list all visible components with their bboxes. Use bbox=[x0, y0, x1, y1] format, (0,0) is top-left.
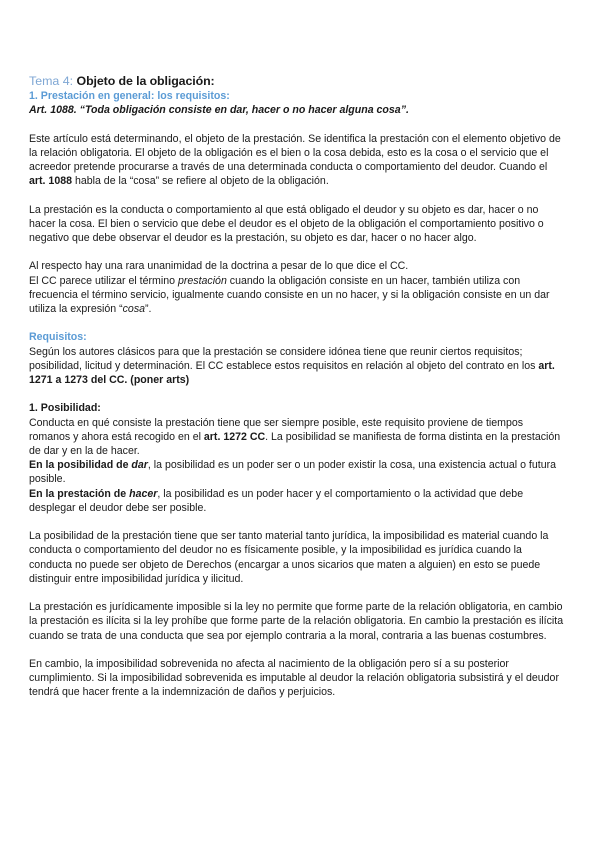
requisitos-heading: Requisitos: bbox=[29, 331, 87, 344]
paragraph-1-art: art. 1088 bbox=[29, 175, 72, 188]
section-heading: 1. Prestación en general: los requisitos: bbox=[29, 90, 230, 102]
paragraph-3-text-a: El CC parece utilizar el término bbox=[29, 274, 178, 287]
requisitos-arts: art. 1271 a 1273 del CC. (poner arts) bbox=[29, 359, 555, 386]
tema-label: Tema 4: bbox=[29, 74, 74, 88]
paragraph-6: En cambio, la imposibilidad sobrevenida no afecta al nacimiento de la obligación pero sí a su posterior cumplimiento. Si la imposibilidad sobrevenida es imputable al deudor la relación obligatoria subsistirá y el deudor tendrá que hacer frente a la indemnización de daños y perjuicios. bbox=[29, 658, 559, 699]
paragraph-1 bbox=[29, 132, 566, 189]
paragraph-3 bbox=[29, 274, 566, 317]
article-text: “Toda obligación consiste en dar, hacer o no hacer alguna cosa”. bbox=[79, 104, 409, 117]
paragraph-2: La prestación es la conducta o comportamiento al que está obligado el deudor y su objeto es dar, hacer o no hacer la cosa. El bien o servicio que debe el deudor es el objeto de la obligación el comportamiento positivo o negativo que debe observar el deudor es la prestación, su objeto es dar, hacer o no hacer algo. bbox=[29, 203, 544, 244]
paragraph-3-text-b: cuando la obligación consiste en un hacer, también utiliza con frecuencia el término servicio, igualmente cuando consiste en un no hacer, y si la obligación consiste en un dar utiliza la expresión “ bbox=[29, 274, 550, 315]
posibilidad-text-b: . La posibilidad se manifiesta de forma distinta en la prestación de dar y en la de hacer. bbox=[29, 430, 561, 457]
tema-title: Objeto de la obligación: bbox=[76, 74, 215, 88]
paragraph-3-cosa: cosa bbox=[122, 303, 146, 315]
paragraph-1-text-a: Este artículo está determinando, el objeto de la prestación. Se identifica la prestación con el elemento objetivo de la relación obligatoria. El objeto de la obligación es el bien o la cosa debida, esto es la cosa o el servicio que el acreedor pretende procurarse a través de una determinada conducta o comportamiento del deudor. Cuando el bbox=[29, 132, 561, 173]
paragraph-1-text-b: habla de la “cosa” se refiere al objeto de la obligación. bbox=[72, 175, 329, 188]
dar-label-b: dar bbox=[131, 459, 148, 472]
dar-label-a: En la posibilidad de bbox=[29, 459, 132, 472]
paragraph-3-term: prestación bbox=[177, 274, 227, 287]
posibilidad-dar bbox=[29, 458, 566, 486]
requisitos-text: Según los autores clásicos para que la prestación se considere idónea tiene que reunir ciertos requisitos; posibilidad, licitud y determinación. El CC establece estos requisitos en relación al objeto del contrato en los bbox=[29, 345, 539, 372]
article-quote bbox=[29, 103, 566, 117]
paragraph-3-line-1: Al respecto hay una rara unanimidad de la doctrina a pesar de lo que dice el CC. bbox=[29, 260, 409, 273]
posibilidad-hacer bbox=[29, 487, 566, 515]
posibilidad-text-a: Conducta en qué consiste la prestación tiene que ser siempre posible, este requisito proviene de tiempos romanos y ahora está recogido en el bbox=[29, 416, 524, 443]
paragraph-4: La posibilidad de la prestación tiene que ser tanto material tanto jurídica, la imposibilidad es material cuando la conducta o comportamiento del deudor no es físicamente posible, y la imposibilidad es jurídica cuando la conducta no puede ser objeto de Derechos (encargar a unos sicarios que maten a alguien) en esto se puede distinguir entre imposibilidad jurídica y ilicitud. bbox=[29, 530, 549, 585]
dar-text: , la posibilidad es un poder ser o un poder existir la cosa, una existencia actual o futura posible. bbox=[29, 459, 557, 486]
hacer-label-b: hacer bbox=[129, 487, 158, 500]
paragraph-3-text-c: ”. bbox=[145, 303, 152, 315]
paragraph-5: La prestación es jurídicamente imposible si la ley no permite que forme parte de la relación obligatoria, en cambio la prestación es ilícita si la ley prohíbe que forme parte de la relación obligatoria. En cambio la prestación es ilícita cuando se trata de una conducta que sea por ejemplo contraria a la moral, contraria a las buenas costumbres. bbox=[29, 601, 564, 642]
posibilidad-paragraph bbox=[29, 416, 566, 459]
page-title bbox=[29, 73, 566, 89]
posibilidad-art: art. 1272 CC bbox=[203, 430, 266, 443]
hacer-text: , la posibilidad es un poder hacer y el comportamiento o la actividad que debe desplegar el deudor debe ser posible. bbox=[29, 487, 524, 514]
article-ref: Art. 1088. bbox=[29, 104, 77, 117]
hacer-label-a: En la prestación de bbox=[29, 487, 130, 500]
posibilidad-heading: 1. Posibilidad: bbox=[29, 402, 101, 415]
requisitos-paragraph bbox=[29, 345, 566, 388]
